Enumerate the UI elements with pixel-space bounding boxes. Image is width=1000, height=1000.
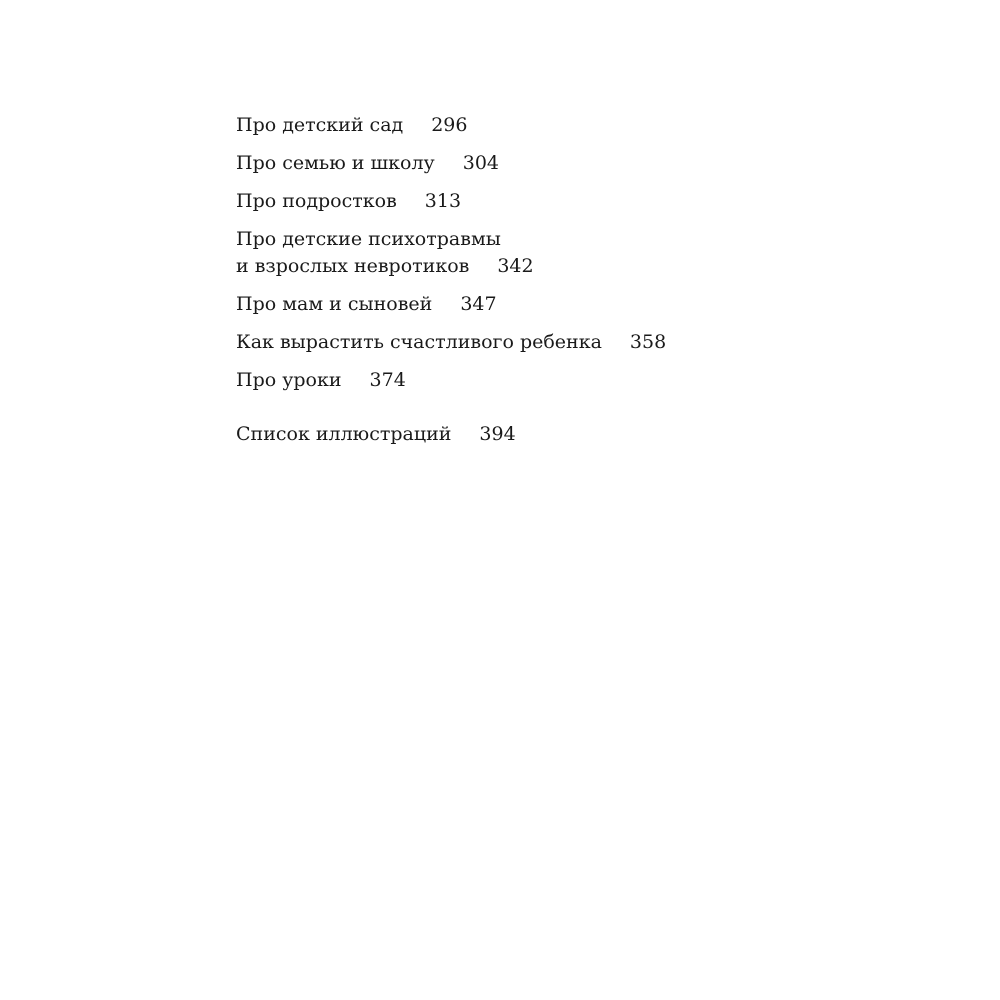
toc-entry-title: Про подростков xyxy=(236,190,397,212)
toc-page-number: 394 xyxy=(479,423,516,445)
toc-entry xyxy=(236,291,836,318)
toc-entry-line xyxy=(236,150,836,177)
toc-entry-title: Как вырастить счастливого ребенка xyxy=(236,331,602,353)
toc-entry-title: Про мам и сыновей xyxy=(236,293,433,315)
toc-entry-title: Про уроки xyxy=(236,369,342,391)
toc-entry-title: Про детский сад xyxy=(236,114,404,136)
toc-entry-title: Про семью и школу xyxy=(236,152,435,174)
toc-page-number: 304 xyxy=(462,152,499,174)
toc-page-number: 313 xyxy=(424,190,462,212)
toc-page-number: 342 xyxy=(497,255,534,277)
toc-entry-line xyxy=(236,421,836,448)
toc-page-number: 358 xyxy=(629,331,667,353)
toc-page-number: 347 xyxy=(460,293,497,315)
toc-entry xyxy=(236,112,836,139)
toc-entry-line xyxy=(236,188,836,215)
toc-entry-title-continuation: и взрослых невротиков xyxy=(236,255,470,277)
toc-entry xyxy=(236,421,836,448)
toc-entry-title: Список иллюстраций xyxy=(236,423,452,445)
toc-entry xyxy=(236,188,836,215)
toc-entry-line xyxy=(236,367,836,394)
toc-entry xyxy=(236,367,836,394)
toc-entry-line xyxy=(236,329,836,356)
toc-entry xyxy=(236,150,836,177)
toc-page-number: 296 xyxy=(431,114,468,136)
toc-entry xyxy=(236,329,836,356)
toc-page-number: 374 xyxy=(369,369,406,391)
toc-entry-line xyxy=(236,112,836,139)
toc-entry xyxy=(236,226,836,280)
toc-entry-title: Про детские психотравмы xyxy=(236,228,501,250)
table-of-contents xyxy=(236,112,836,459)
toc-entry-line xyxy=(236,291,836,318)
toc-entry-line xyxy=(236,226,836,253)
toc-entry-line xyxy=(236,253,836,280)
